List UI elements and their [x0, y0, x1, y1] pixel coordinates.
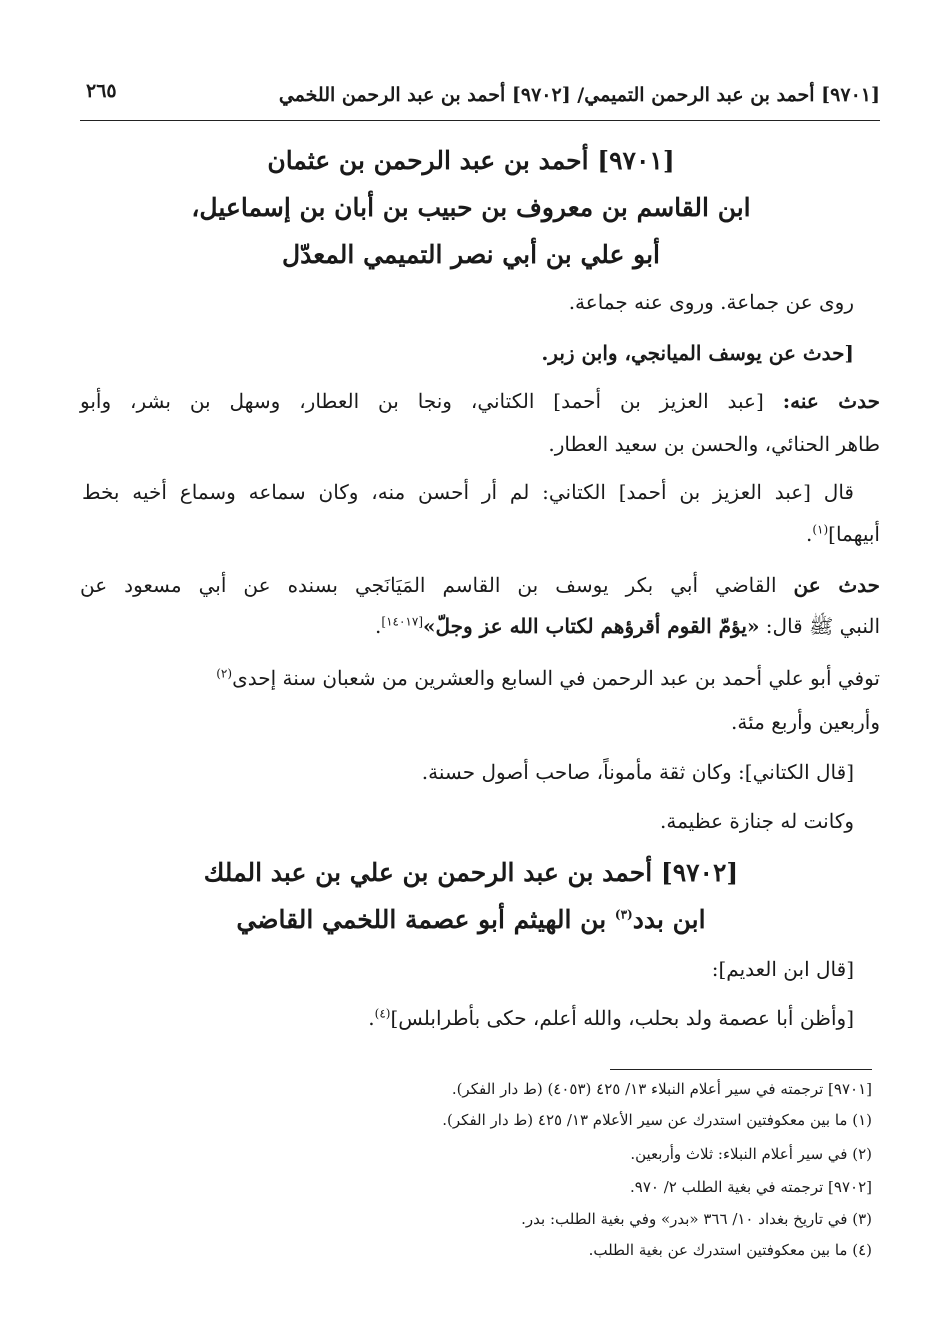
footnote-9702: [٩٧٠٢] ترجمته في بغية الطلب ٢/ ٩٧٠.: [630, 1178, 872, 1196]
entry1-title-line1: [٩٧٠١] أحمد بن عبد الرحمن بن عثمان: [267, 146, 675, 175]
entry1-title-line2: ابن القاسم بن معروف بن حبيب بن أبان بن إسماعيل،: [191, 193, 751, 222]
footnote-1: (١) ما بين معكوفتين استدرك عن سير الأعلام ١٣/ ٤٢٥ (ط دار الفكر).: [442, 1111, 872, 1129]
entry1-paragraph-3-line1: حدث عنه: [عبد العزيز بن أحمد] الكتاني، ونجا بن العطار، وسهل بن بشر، وأبو: [80, 389, 880, 413]
entry1-paragraph-8: وكانت له جنازة عظيمة.: [659, 809, 854, 833]
footnote-marker-2[interactable]: (٢): [216, 666, 233, 681]
hadith-reference: [١٤٠١٧]: [381, 614, 424, 629]
entry1-paragraph-1: روى عن جماعة. وروى عنه جماعة.: [568, 290, 854, 314]
footnote-marker-4[interactable]: (٤): [374, 1006, 391, 1021]
header-rule: [80, 120, 880, 121]
entry1-paragraph-7: [قال الكتاني]: وكان ثقة مأموناً، صاحب أصول حسنة.: [421, 760, 854, 784]
footnote-rule: [610, 1069, 872, 1070]
entry1-paragraph-4-line2: أبيهما]$^{(١)}$.: [805, 522, 880, 546]
entry2-title-line2: ابن بدد$^{(٣)}$ بن الهيثم أبو عصمة اللخمي القاضي: [236, 905, 706, 934]
narrated-from-label: حدث عن: [793, 573, 881, 597]
entry2-paragraph-1: [قال ابن العديم]:: [711, 957, 854, 981]
running-header: [٩٧٠١] أحمد بن عبد الرحمن التميمي/ [٩٧٠٢] أحمد بن عبد الرحمن اللخمي: [278, 84, 880, 106]
entry1-paragraph-6-line1: توفي أبو علي أحمد بن عبد الرحمن في السابع والعشرين من شعبان سنة إحدى$^{(٢)}$: [216, 666, 880, 690]
footnote-2: (٢) في سير أعلام النبلاء: ثلاث وأربعين.: [630, 1145, 872, 1163]
footnote-9701: [٩٧٠١] ترجمته في سير أعلام النبلاء ١٣/ ٤٢٥ (٤٠٥٣) (ط دار الفكر).: [451, 1080, 872, 1098]
entry1-title-line3: أبو علي بن أبي نصر التميمي المعدّل: [282, 240, 660, 269]
entry2-paragraph-2: [وأظن أبا عصمة ولد بحلب، والله أعلم، حكى بأطرابلس]$^{(٤)}$.: [368, 1006, 854, 1030]
entry1-paragraph-3-line2: طاهر الحنائي، والحسن بن سعيد العطار.: [548, 432, 880, 456]
entry1-paragraph-6-line2: وأربعين وأربع مئة.: [731, 710, 880, 734]
entry1-paragraph-4-line1: قال [عبد العزيز بن أحمد] الكتاني: لم أر أحسن منه، وكان سماعه وسماع أخيه بخط: [82, 480, 854, 504]
narrated-by-label: حدث عنه:: [782, 389, 880, 413]
page-number: ٢٦٥: [86, 80, 117, 102]
footnote-marker-3[interactable]: (٣): [614, 907, 633, 922]
entry1-paragraph-5-line1: حدث عن القاضي أبي بكر يوسف بن القاسم المَيَانَجي بسنده عن أبي مسعود عن: [80, 573, 881, 597]
hadith-text: «يؤمّ القوم أقرؤهم لكتاب الله عز وجلّ»: [423, 614, 760, 638]
entry1-paragraph-2: [حدث عن يوسف الميانجي، وابن زبر.: [541, 341, 854, 365]
entry1-paragraph-5-line2: النبي ﷺ قال: «يؤمّ القوم أقرؤهم لكتاب الله عز وجلّ»[١٤٠١٧].: [375, 614, 880, 638]
entry2-title-line1: [٩٧٠٢] أحمد بن عبد الرحمن بن علي بن عبد الملك: [203, 858, 739, 887]
footnote-4: (٤) ما بين معكوفتين استدرك عن بغية الطلب.: [588, 1241, 872, 1259]
footnote-marker-1[interactable]: (١): [812, 522, 829, 537]
footnote-3: (٣) في تاريخ بغداد ١٠/ ٣٦٦ «بدر» وفي بغية الطلب: بدر.: [521, 1210, 872, 1228]
